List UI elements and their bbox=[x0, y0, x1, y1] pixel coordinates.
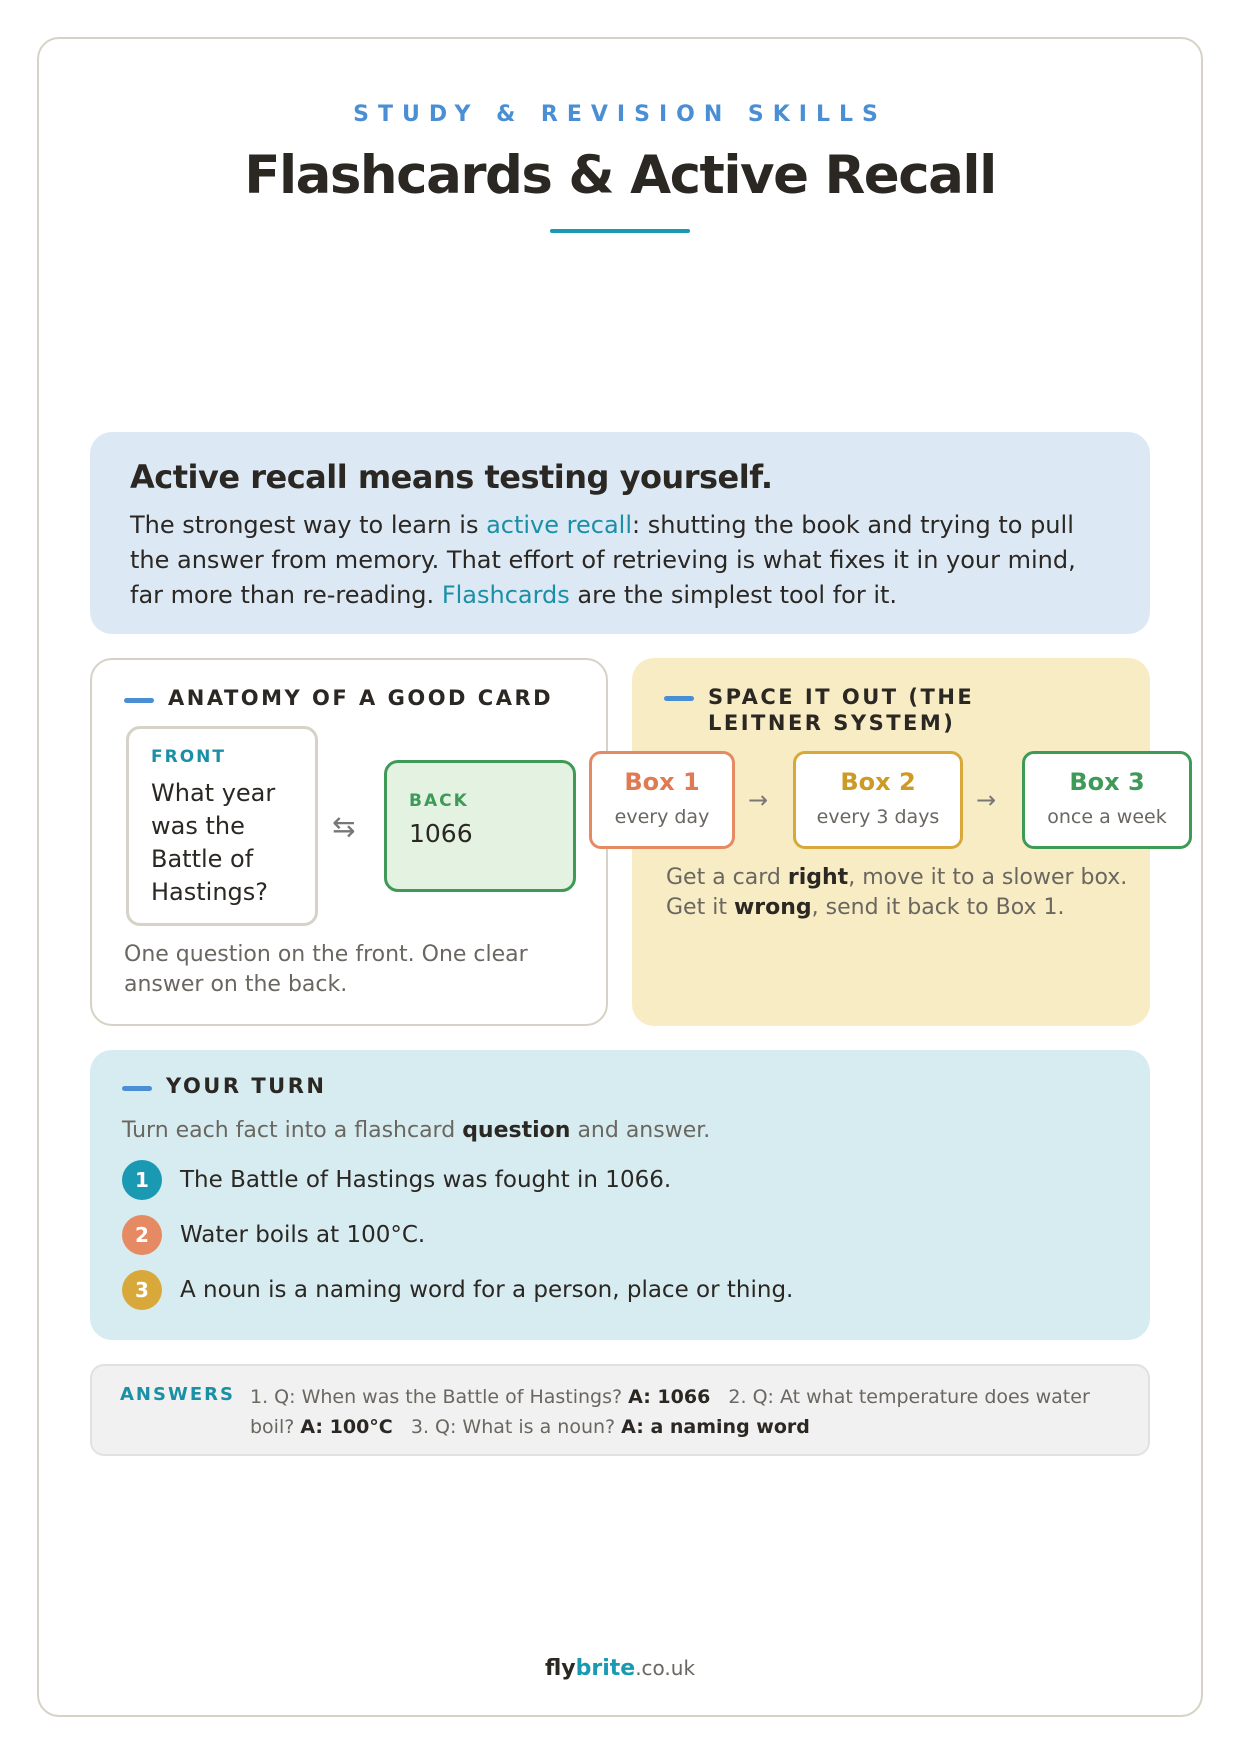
fact-text: A noun is a naming word for a person, place or thing. bbox=[180, 1277, 794, 1303]
leitner-heading bbox=[664, 684, 1084, 736]
answers-label: ANSWERS bbox=[120, 1384, 235, 1405]
fact-text: The Battle of Hastings was fought in 1066. bbox=[180, 1167, 672, 1193]
instr-text: and answer. bbox=[570, 1118, 711, 1143]
note-bold: wrong bbox=[733, 895, 812, 920]
fact-text: Water boils at 100°C. bbox=[180, 1222, 426, 1248]
box-title: Box 3 bbox=[1069, 768, 1145, 796]
intro-text: The strongest way to learn is bbox=[130, 511, 487, 539]
title-underline bbox=[550, 229, 690, 233]
back-answer: 1066 bbox=[409, 819, 473, 848]
box-title: Box 2 bbox=[840, 768, 916, 796]
instr-text: Turn each fact into a flashcard bbox=[122, 1118, 463, 1143]
answer-value: A: 100°C bbox=[300, 1416, 393, 1438]
arrow-right-icon: → bbox=[748, 786, 769, 814]
answer-question: 3. Q: What is a noun? bbox=[392, 1416, 622, 1438]
note-text: Get a card bbox=[666, 865, 788, 890]
term-active-recall: active recall bbox=[486, 511, 632, 539]
brand-domain: .co.uk bbox=[635, 1656, 696, 1680]
front-label: FRONT bbox=[151, 747, 226, 767]
answer-value: A: 1066 bbox=[628, 1386, 711, 1408]
anatomy-heading bbox=[124, 686, 553, 710]
answer-question: 1. Q: When was the Battle of Hastings? bbox=[250, 1386, 629, 1408]
answer-question: 2. Q: At what temperature does water boil? bbox=[250, 1386, 1096, 1438]
note-text: , move it to a slower box. Get it bbox=[666, 865, 1128, 920]
number-badge: 3 bbox=[122, 1270, 162, 1310]
answers-text bbox=[250, 1382, 1130, 1442]
back-label: BACK bbox=[409, 791, 469, 811]
box-frequency: every 3 days bbox=[816, 806, 940, 828]
note-text: , send it back to Box 1. bbox=[811, 895, 1065, 920]
brand-part: fly bbox=[544, 1656, 576, 1681]
box-frequency: once a week bbox=[1047, 806, 1167, 828]
page-title: Flashcards & Active Recall bbox=[244, 145, 996, 206]
leitner-box-2 bbox=[793, 751, 963, 849]
brand-part: brite bbox=[575, 1656, 636, 1681]
arrow-right-icon: → bbox=[976, 786, 997, 814]
leitner-box-1 bbox=[589, 751, 735, 849]
dash-icon bbox=[122, 1086, 152, 1091]
your-turn-heading-text: YOUR TURN bbox=[166, 1074, 327, 1098]
anatomy-heading-text: ANATOMY OF A GOOD CARD bbox=[168, 686, 554, 710]
list-item bbox=[122, 1160, 671, 1200]
swap-arrows-icon: ⇆ bbox=[332, 810, 356, 843]
front-card bbox=[126, 726, 318, 926]
your-turn-instructions bbox=[122, 1118, 710, 1143]
page-kicker: STUDY & REVISION SKILLS bbox=[353, 102, 887, 127]
dash-icon bbox=[664, 696, 694, 701]
list-item bbox=[122, 1270, 793, 1310]
anatomy-panel bbox=[90, 658, 608, 1026]
front-question: What year was the Battle of Hastings? bbox=[151, 779, 276, 906]
instr-bold: question bbox=[462, 1118, 571, 1143]
intro-heading: Active recall means testing yourself. bbox=[130, 458, 773, 496]
answers-box bbox=[90, 1364, 1150, 1456]
intro-text: : shutting the book and trying to pull the answer from memory. That effort of retrieving is what fixes it in your mind, far more than re-reading. bbox=[130, 511, 1076, 609]
dash-icon bbox=[124, 698, 154, 703]
footer-brand bbox=[0, 1656, 1240, 1681]
number-badge: 2 bbox=[122, 1215, 162, 1255]
intro-text: are the simplest tool for it. bbox=[569, 581, 898, 609]
intro-paragraph bbox=[130, 508, 1110, 613]
number-badge: 1 bbox=[122, 1160, 162, 1200]
list-item bbox=[122, 1215, 425, 1255]
anatomy-note: One question on the front. One clear answer on the back. bbox=[124, 942, 528, 997]
box-frequency: every day bbox=[614, 806, 710, 828]
answer-value: A: a naming word bbox=[621, 1416, 810, 1438]
your-turn-heading bbox=[122, 1074, 326, 1098]
box-title: Box 1 bbox=[624, 768, 700, 796]
your-turn-panel bbox=[90, 1050, 1150, 1340]
leitner-heading-text: SPACE IT OUT (THE LEITNER SYSTEM) bbox=[708, 685, 975, 735]
leitner-note bbox=[666, 863, 1136, 923]
term-flashcards: Flashcards bbox=[441, 581, 570, 609]
back-card bbox=[384, 760, 576, 892]
note-bold: right bbox=[787, 865, 849, 890]
leitner-box-3 bbox=[1022, 751, 1192, 849]
intro-box bbox=[90, 432, 1150, 634]
